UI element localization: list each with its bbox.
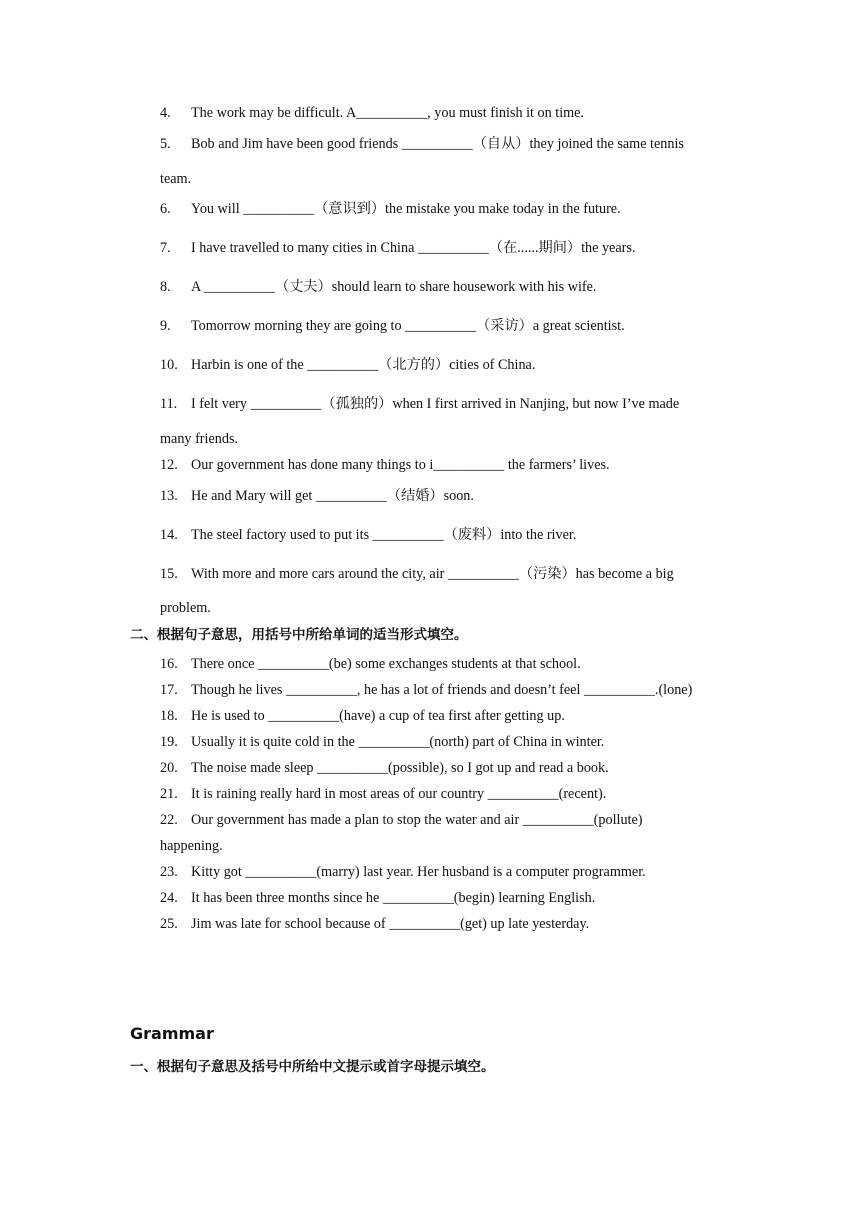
question-6: 6. You will __________（意识到）the mistake you make today in the future. <box>160 201 621 217</box>
question-15: 15. With more and more cars around the city, air __________（污染）has become a big <box>160 566 674 582</box>
question-14: 14. The steel factory used to put its __________（废料）into the river. <box>160 527 577 543</box>
question-9: 9. Tomorrow morning they are going to __________（采访）a great scientist. <box>160 318 625 334</box>
question-19: 19. Usually it is quite cold in the __________(north) part of China in winter. <box>160 734 605 750</box>
grammar-title: Grammar <box>130 1024 214 1043</box>
question-5: 5. Bob and Jim have been good friends __________（自从）they joined the same tennis <box>160 136 684 152</box>
question-22: 22. Our government has made a plan to stop the water and air __________(pollute) <box>160 812 643 828</box>
question-10: 10. Harbin is one of the __________（北方的）cities of China. <box>160 357 536 373</box>
question-18: 18. He is used to __________(have) a cup of tea first after getting up. <box>160 708 565 724</box>
question-24: 24. It has been three months since he __________(begin) learning English. <box>160 890 596 906</box>
question-12: 12. Our government has done many things to i__________ the farmers’ lives. <box>160 457 610 473</box>
question-20: 20. The noise made sleep __________(possible), so I got up and read a book. <box>160 760 609 776</box>
question-13: 13. He and Mary will get __________（结婚）soon. <box>160 488 474 504</box>
question-16: 16. There once __________(be) some exchanges students at that school. <box>160 656 581 672</box>
question-11-continuation: many friends. <box>160 431 239 447</box>
question-21: 21. It is raining really hard in most areas of our country __________(recent). <box>160 786 607 802</box>
question-15-continuation: problem. <box>160 600 211 616</box>
question-4: 4. The work may be difficult. A__________, you must finish it on time. <box>160 105 585 121</box>
question-8: 8. A __________（丈夫）should learn to share housework with his wife. <box>160 279 597 295</box>
question-7: 7. I have travelled to many cities in China __________（在......期间）the years. <box>160 240 636 256</box>
grammar-section-heading: 一、根据句子意思及括号中所给中文提示或首字母提示填空。 <box>130 1059 495 1075</box>
question-17: 17. Though he lives __________, he has a lot of friends and doesn’t feel __________.(lone) <box>160 682 693 698</box>
question-25: 25. Jim was late for school because of __________(get) up late yesterday. <box>160 916 590 932</box>
section-2-heading: 二、根据句子意思，用括号中所给单词的适当形式填空。 <box>130 627 468 643</box>
question-23: 23. Kitty got __________(marry) last year. Her husband is a computer programmer. <box>160 864 646 880</box>
question-22-continuation: happening. <box>160 838 223 854</box>
question-11: 11. I felt very __________（孤独的）when I first arrived in Nanjing, but now I’ve made <box>160 396 680 412</box>
question-5-continuation: team. <box>160 171 192 187</box>
